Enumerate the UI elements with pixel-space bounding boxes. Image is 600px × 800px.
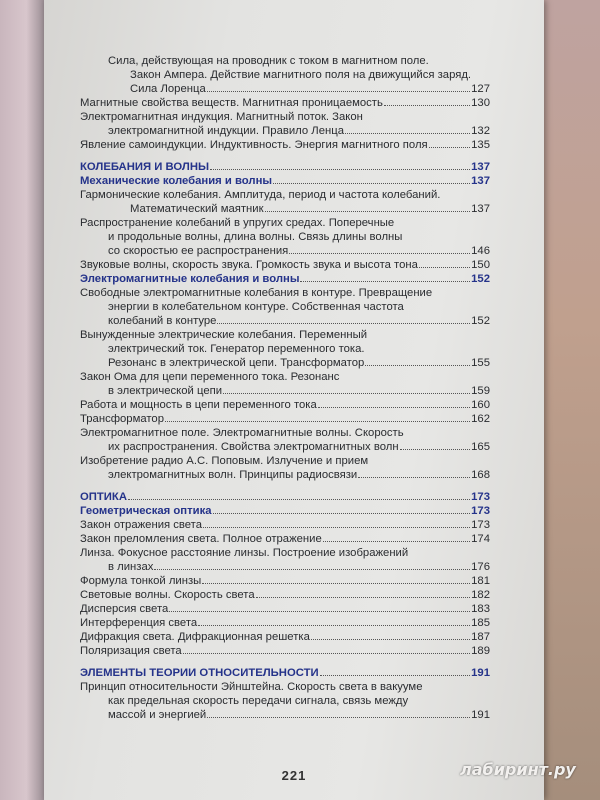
dot-leader	[154, 569, 470, 570]
toc-page-number: 174	[471, 533, 490, 545]
toc-entry-text: Поляризация света	[80, 645, 182, 657]
toc-entry-text: электромагнитных волн. Принципы радиосвязи	[108, 469, 358, 481]
toc-entry-text: Электромагнитное поле. Электромагнитные волны. Скорость	[80, 427, 404, 439]
toc-entry	[80, 630, 490, 644]
toc-entry-text: Механические колебания и волны	[80, 175, 273, 187]
toc-entry-line	[80, 504, 490, 518]
book-page	[44, 0, 544, 800]
toc-section	[80, 490, 490, 504]
toc-entry-text: и продольные волны, длина волны. Связь длины волны	[108, 231, 403, 243]
toc-entry-text: колебаний в контуре	[108, 315, 217, 327]
toc-page-number: 176	[471, 561, 490, 573]
toc-entry-text: Электромагнитные колебания и волны	[80, 273, 300, 285]
dot-leader	[365, 365, 470, 366]
toc-entry-text: Работа и мощность в цепи переменного тока	[80, 399, 317, 411]
toc-page-number: 127	[471, 83, 490, 95]
toc-entry	[80, 96, 490, 110]
toc-entry-text: их распространения. Свойства электромагнитных волн	[108, 441, 399, 453]
toc-entry	[80, 518, 490, 532]
toc-page-number: 155	[471, 357, 490, 369]
dot-leader	[318, 407, 470, 408]
toc-entry-line	[80, 174, 490, 188]
toc-page-number: 185	[471, 617, 490, 629]
toc-entry-text: ОПТИКА	[80, 491, 127, 503]
toc-entry-text: Закон отражения света	[80, 519, 203, 531]
toc-page-number: 165	[471, 441, 490, 453]
toc-entry-text: Световые волны. Скорость света	[80, 589, 255, 601]
toc-entry-line	[80, 574, 490, 588]
dot-leader	[223, 393, 470, 394]
toc-entry-text: Сила Лоренца	[130, 83, 206, 95]
toc-entry-text: Сила, действующая на проводник с током в магнитном поле.	[108, 55, 429, 67]
dot-leader	[323, 541, 470, 542]
dot-leader	[202, 583, 470, 584]
dot-leader	[210, 169, 470, 170]
toc-entry	[80, 680, 490, 722]
dot-leader	[128, 499, 470, 500]
toc-entry-text: Явление самоиндукции. Индуктивность. Энергия магнитного поля	[80, 139, 428, 151]
toc-entry-line	[80, 314, 490, 328]
toc-page-number: 160	[471, 399, 490, 411]
toc-subsection	[80, 504, 490, 518]
toc-entry	[80, 426, 490, 454]
toc-entry-line	[80, 560, 490, 574]
dot-leader	[345, 133, 470, 134]
toc-entry-line	[80, 96, 490, 110]
toc-entry	[80, 546, 490, 574]
toc-page-number: 183	[471, 603, 490, 615]
toc-page-number: 137	[471, 175, 490, 187]
dot-leader	[213, 513, 471, 514]
toc-entry-text: Свободные электромагнитные колебания в контуре. Превращение	[80, 287, 433, 299]
dot-leader	[273, 183, 470, 184]
toc-entry-text: Закон Ома для цепи переменного тока. Резонанс	[80, 371, 340, 383]
toc-entry	[80, 258, 490, 272]
dot-leader	[300, 281, 470, 282]
dot-leader	[265, 211, 471, 212]
toc-entry	[80, 110, 490, 138]
toc-entry-text: электромагнитной индукции. Правило Ленца	[108, 125, 344, 137]
toc-section	[80, 160, 490, 174]
toc-entry-line	[80, 644, 490, 658]
toc-entry-line	[80, 138, 490, 152]
toc-entry	[80, 454, 490, 482]
dot-leader	[207, 717, 470, 718]
toc-page-number: 173	[471, 505, 490, 517]
toc-entry-text: Звуковые волны, скорость звука. Громкость звука и высота тона	[80, 259, 418, 271]
dot-leader	[429, 147, 470, 148]
toc-entry-text: Трансформатор	[80, 413, 164, 425]
toc-entry-line	[80, 412, 490, 426]
toc-entry	[80, 188, 490, 216]
toc-entry-line	[80, 258, 490, 272]
toc-entry-text: массой и энергией	[108, 709, 207, 721]
toc-page-number: 135	[471, 139, 490, 151]
toc-page-number: 191	[471, 709, 490, 721]
toc-entry	[80, 286, 490, 328]
toc-page-number: 182	[471, 589, 490, 601]
toc-entry	[80, 370, 490, 398]
dot-leader	[400, 449, 471, 450]
toc-entry-text: Закон преломления света. Полное отражение	[80, 533, 322, 545]
dot-leader	[169, 611, 470, 612]
toc-entry-text: Гармонические колебания. Амплитуда, период и частота колебаний.	[80, 189, 441, 201]
toc-entry-text: Распространение колебаний в упругих средах. Поперечные	[80, 217, 395, 229]
toc-entry-line	[80, 398, 490, 412]
toc-entry-line	[80, 518, 490, 532]
dot-leader	[198, 625, 470, 626]
toc-page-number: 162	[471, 413, 490, 425]
toc-entry-line	[80, 244, 490, 258]
dot-leader	[165, 421, 470, 422]
toc-page-number: 187	[471, 631, 490, 643]
dot-leader	[384, 105, 470, 106]
toc-entry-text: Вынужденные электрические колебания. Переменный	[80, 329, 368, 341]
dot-leader	[289, 253, 470, 254]
toc-entry-text: Закон Ампера. Действие магнитного поля на движущийся заряд.	[130, 69, 472, 81]
toc-page-number: 168	[471, 469, 490, 481]
toc-page-number: 159	[471, 385, 490, 397]
toc-page-number: 146	[471, 245, 490, 257]
toc-page-number: 137	[471, 203, 490, 215]
toc-entry-line	[130, 82, 490, 96]
toc-page-number: 132	[471, 125, 490, 137]
toc-entry-text: Резонанс в электрической цепи. Трансформатор	[108, 357, 365, 369]
dot-leader	[358, 477, 470, 478]
background-left	[0, 0, 44, 800]
toc-entry-line	[80, 630, 490, 644]
toc-section	[80, 666, 490, 680]
table-of-contents	[80, 54, 490, 722]
toc-entry-text: Линза. Фокусное расстояние линзы. Построение изображений	[80, 547, 409, 559]
toc-entry-line	[80, 440, 490, 454]
toc-entry-text: как предельная скорость передачи сигнала, связь между	[108, 695, 409, 707]
toc-entry-text: Электромагнитная индукция. Магнитный поток. Закон	[80, 111, 363, 123]
toc-entry-text: Геометрическая оптика	[80, 505, 212, 517]
toc-entry-line	[80, 356, 490, 370]
dot-leader	[311, 639, 470, 640]
toc-entry-text: Принцип относительности Эйнштейна. Скорость света в вакууме	[80, 681, 423, 693]
dot-leader	[320, 675, 470, 676]
toc-entry	[80, 54, 490, 68]
toc-entry-line	[80, 272, 490, 286]
toc-entry-text: электрический ток. Генератор переменного тока.	[108, 343, 365, 355]
toc-entry-line	[80, 468, 490, 482]
toc-entry-line	[80, 384, 490, 398]
toc-entry-text: Дифракция света. Дифракционная решетка	[80, 631, 310, 643]
toc-entry	[80, 82, 490, 96]
toc-entry	[80, 412, 490, 426]
toc-entry-text: Изобретение радио А.С. Поповым. Излучение и прием	[80, 455, 369, 467]
toc-entry	[80, 588, 490, 602]
toc-entry-line	[108, 54, 490, 68]
toc-entry-text: ЭЛЕМЕНТЫ ТЕОРИИ ОТНОСИТЕЛЬНОСТИ	[80, 667, 319, 679]
toc-entry-line	[80, 532, 490, 546]
dot-leader	[207, 91, 470, 92]
toc-entry-text: Математический маятник	[130, 203, 264, 215]
dot-leader	[217, 323, 470, 324]
toc-entry	[80, 616, 490, 630]
toc-entry-line	[80, 202, 490, 216]
toc-page-number: 173	[471, 491, 490, 503]
toc-page-number: 152	[471, 315, 490, 327]
toc-entry-line	[80, 588, 490, 602]
toc-entry	[80, 138, 490, 152]
toc-entry-line	[130, 68, 490, 82]
toc-entry-text: Дисперсия света	[80, 603, 169, 615]
toc-entry-text: в электрической цепи	[108, 385, 223, 397]
toc-entry-line	[80, 602, 490, 616]
toc-entry	[80, 574, 490, 588]
toc-entry	[80, 216, 490, 258]
toc-entry-text: Магнитные свойства веществ. Магнитная проницаемость	[80, 97, 383, 109]
dot-leader	[256, 597, 471, 598]
dot-leader	[203, 527, 470, 528]
toc-entry-text: Интерференция света	[80, 617, 198, 629]
toc-entry-line	[80, 616, 490, 630]
toc-page-number: 189	[471, 645, 490, 657]
toc-page-number: 152	[471, 273, 490, 285]
toc-page-number: 137	[471, 161, 490, 173]
toc-subsection	[80, 174, 490, 188]
toc-page-number: 150	[471, 259, 490, 271]
watermark-logo: лабиринт.ру	[460, 760, 576, 779]
toc-entry-line	[80, 708, 490, 722]
toc-entry-text: энергии в колебательном контуре. Собственная частота	[108, 301, 404, 313]
toc-entry-line	[80, 160, 490, 174]
dot-leader	[183, 653, 470, 654]
toc-entry-text: со скоростью ее распространения	[108, 245, 289, 257]
toc-page-number: 173	[471, 519, 490, 531]
page-number: 221	[281, 768, 307, 783]
toc-page-number: 181	[471, 575, 490, 587]
toc-entry	[80, 68, 490, 82]
toc-entry-text: в линзах	[108, 561, 154, 573]
toc-page-number: 130	[471, 97, 490, 109]
toc-entry	[80, 328, 490, 370]
toc-entry-line	[80, 666, 490, 680]
toc-subsection	[80, 272, 490, 286]
dot-leader	[419, 267, 470, 268]
toc-entry-line	[80, 490, 490, 504]
toc-entry	[80, 532, 490, 546]
toc-entry	[80, 398, 490, 412]
toc-entry	[80, 644, 490, 658]
toc-entry-text: Формула тонкой линзы	[80, 575, 202, 587]
toc-page-number: 191	[471, 667, 490, 679]
toc-entry	[80, 602, 490, 616]
toc-entry-line	[80, 124, 490, 138]
toc-entry-text: КОЛЕБАНИЯ И ВОЛНЫ	[80, 161, 210, 173]
